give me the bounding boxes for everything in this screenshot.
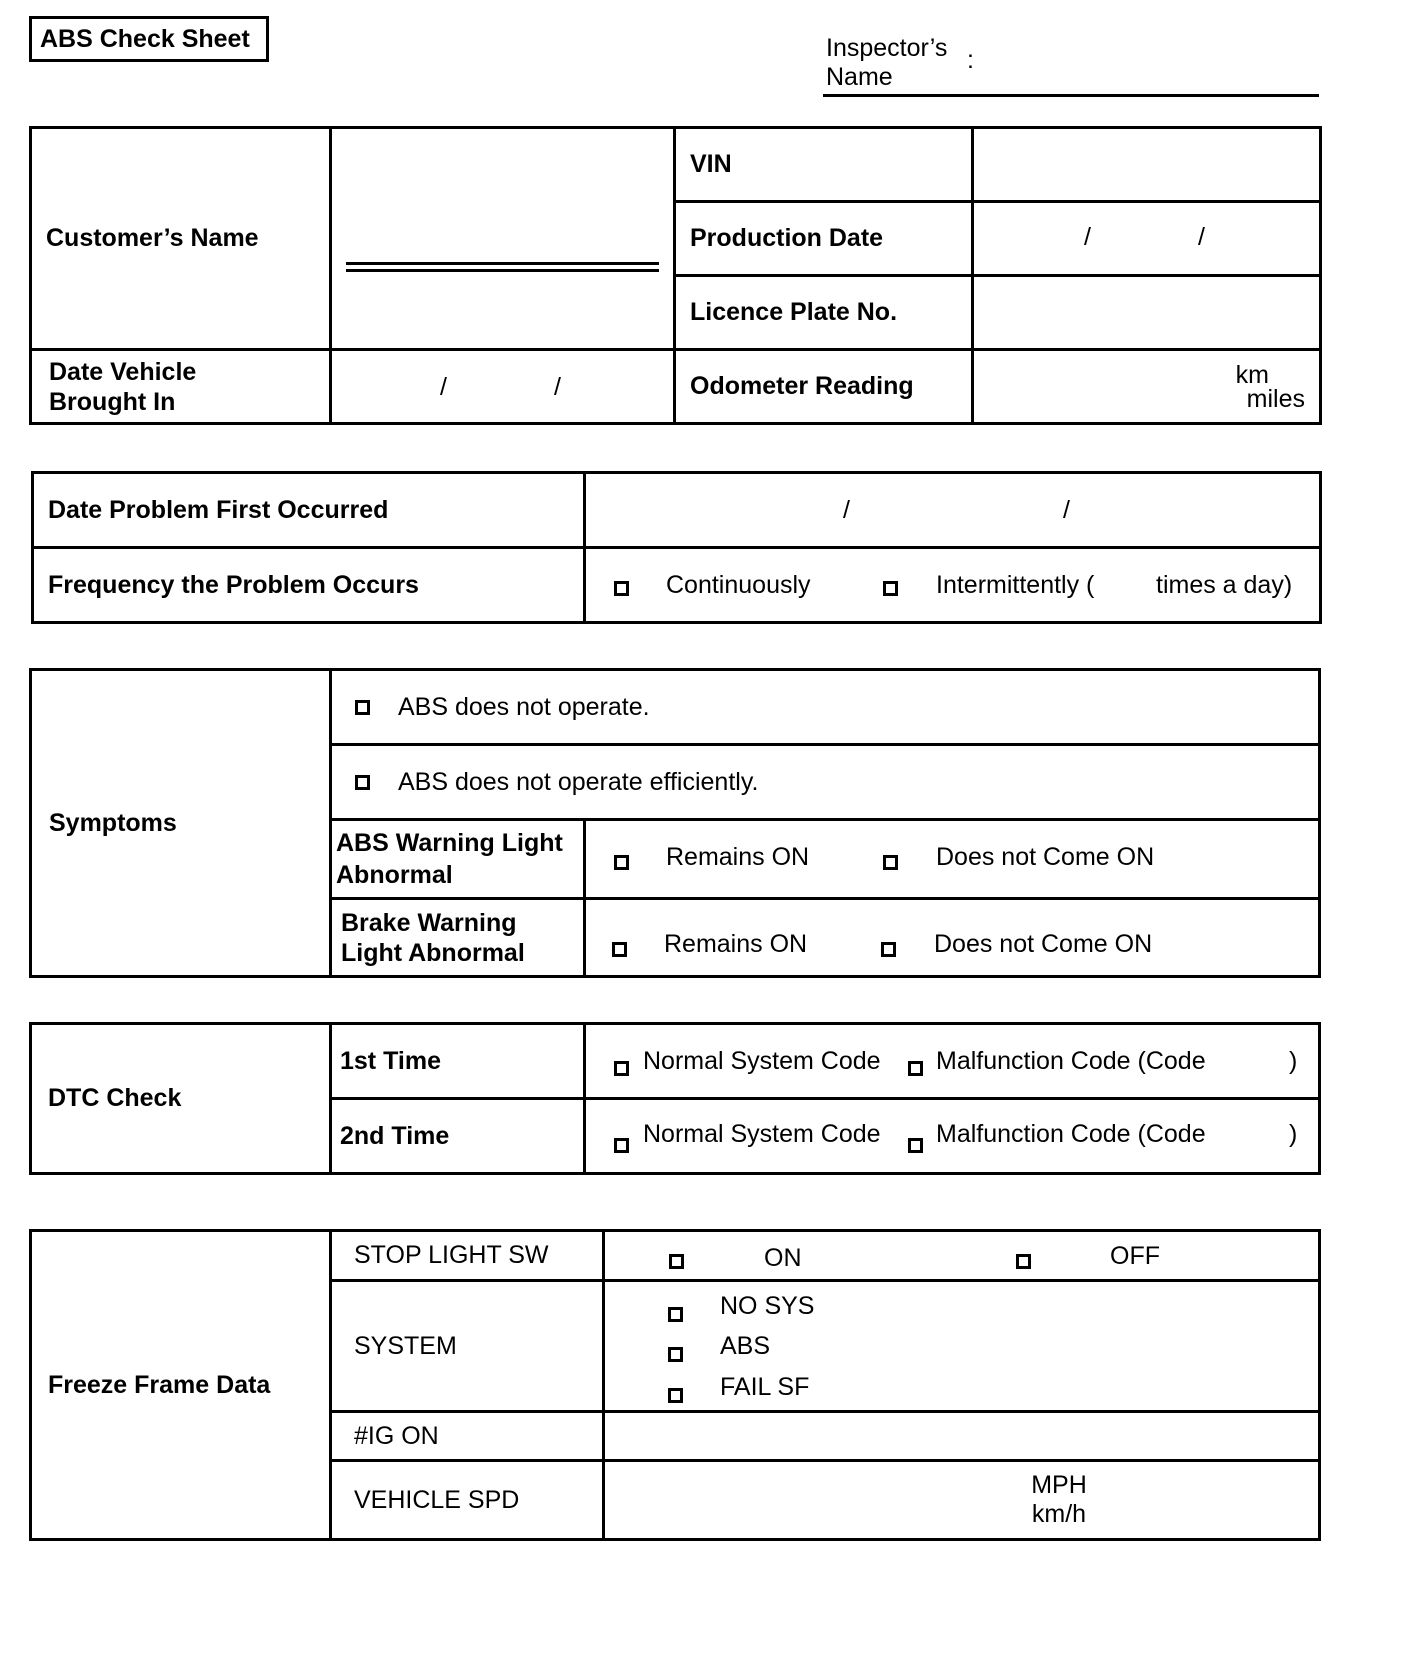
inspector-label: Inspector’s Name	[826, 34, 948, 91]
brake-warning-options: Remains ON Does not Come ON	[585, 899, 1320, 977]
stop-light-label: STOP LIGHT SW	[331, 1231, 604, 1281]
intermittently-label: Intermittently (	[936, 571, 1095, 599]
symptoms-label: Symptoms	[31, 670, 331, 977]
system-label: SYSTEM	[331, 1281, 604, 1412]
continuously-label: Continuously	[666, 571, 811, 599]
dtc-first-normal-checkbox[interactable]	[614, 1053, 643, 1082]
system-options: NO SYS ABS FAIL SF	[604, 1281, 1320, 1412]
date-brought-in-label: Date Vehicle Brought In	[31, 350, 331, 424]
licence-plate-field[interactable]	[973, 276, 1321, 350]
vehicle-spd-field[interactable]: MPH km/h	[604, 1461, 1320, 1540]
brake-warning-label: Brake Warning Light Abnormal	[331, 899, 585, 977]
inspector-name-line[interactable]	[823, 94, 1319, 97]
abs-not-come-on-checkbox[interactable]	[883, 847, 912, 876]
production-date-label: Production Date	[675, 202, 973, 276]
freeze-frame-label: Freeze Frame Data	[31, 1231, 331, 1540]
fail-sf-checkbox[interactable]	[668, 1380, 697, 1409]
not-efficient-checkbox[interactable]	[355, 775, 370, 790]
licence-plate-label: Licence Plate No.	[675, 276, 973, 350]
customer-name-label: Customer’s Name	[31, 128, 331, 350]
symptom-not-efficient: ABS does not operate efficiently.	[331, 745, 1320, 820]
dtc-check-label: DTC Check	[31, 1024, 331, 1174]
dtc-second-label: 2nd Time	[331, 1099, 585, 1174]
frequency-options	[585, 548, 1321, 623]
freeze-frame-table	[29, 1229, 1321, 1541]
odometer-label: Odometer Reading	[675, 350, 973, 424]
odometer-field[interactable]: km miles	[973, 350, 1321, 424]
abs-warning-options: Remains ON Does not Come ON	[585, 820, 1320, 899]
intermittently-checkbox[interactable]	[883, 573, 912, 602]
abs-warning-label: ABS Warning Light Abnormal	[331, 820, 585, 899]
symptoms-table	[29, 668, 1321, 978]
date-first-occurred-field[interactable]: / /	[585, 473, 1321, 548]
vehicle-info-table	[29, 126, 1322, 425]
no-sys-checkbox[interactable]	[668, 1299, 697, 1328]
dtc-table	[29, 1022, 1321, 1175]
dtc-second-options: Normal System Code Malfunction Code (Code )	[585, 1099, 1320, 1174]
dtc-first-malfunction-checkbox[interactable]	[908, 1053, 937, 1082]
dtc-first-options: Normal System Code Malfunction Code (Code )	[585, 1024, 1320, 1099]
stop-light-off-checkbox[interactable]	[1016, 1246, 1045, 1275]
vehicle-spd-label: VEHICLE SPD	[331, 1461, 604, 1540]
dtc-second-normal-checkbox[interactable]	[614, 1130, 643, 1159]
brake-remains-on-checkbox[interactable]	[612, 934, 641, 963]
sheet-title: ABS Check Sheet	[29, 16, 269, 62]
abs-checkbox[interactable]	[668, 1339, 697, 1368]
stop-light-on-checkbox[interactable]	[669, 1246, 698, 1275]
frequency-label: Frequency the Problem Occurs	[33, 548, 585, 623]
stop-light-options: ON OFF	[604, 1231, 1320, 1281]
brake-not-come-on-checkbox[interactable]	[881, 934, 910, 963]
problem-table	[31, 471, 1322, 624]
abs-remains-on-checkbox[interactable]	[614, 847, 643, 876]
dtc-second-malfunction-checkbox[interactable]	[908, 1130, 937, 1159]
ig-on-label: #IG ON	[331, 1412, 604, 1461]
date-first-occurred-label: Date Problem First Occurred	[33, 473, 585, 548]
production-date-field[interactable]: / /	[973, 202, 1321, 276]
date-brought-in-field[interactable]: / /	[331, 350, 675, 424]
vin-field[interactable]	[973, 128, 1321, 202]
continuously-checkbox[interactable]	[614, 573, 643, 602]
times-a-day-label: times a day)	[1156, 571, 1293, 599]
vin-label: VIN	[675, 128, 973, 202]
ig-on-field[interactable]	[604, 1412, 1320, 1461]
dtc-first-label: 1st Time	[331, 1024, 585, 1099]
inspector-colon: :	[967, 46, 974, 74]
customer-name-field[interactable]	[331, 128, 675, 350]
not-operate-checkbox[interactable]	[355, 700, 370, 715]
symptom-not-operate: ABS does not operate.	[331, 670, 1320, 745]
